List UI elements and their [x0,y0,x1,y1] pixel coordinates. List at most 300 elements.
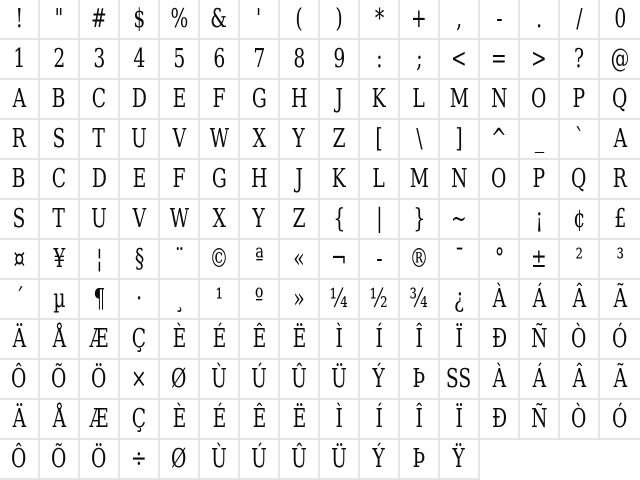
glyph-cell[interactable] [200,360,240,400]
glyph-cell[interactable] [280,0,320,40]
glyph-cell[interactable] [360,200,400,240]
glyph-cell[interactable] [560,0,600,40]
glyph-cell[interactable] [400,40,440,80]
glyph-cell[interactable] [520,320,560,360]
glyph-cell[interactable] [0,40,40,80]
glyph-cell[interactable] [320,320,360,360]
glyph: A [12,84,26,114]
glyph: Ç [131,324,147,354]
glyph-cell[interactable] [0,200,40,240]
glyph-cell[interactable] [360,0,400,40]
glyph-cell[interactable] [200,40,240,80]
glyph-cell[interactable] [40,160,80,200]
glyph: < [451,44,467,74]
glyph: Þ [412,444,426,474]
glyph-cell[interactable] [280,400,320,440]
glyph: G [251,84,267,114]
glyph: P [532,164,546,194]
glyph-cell[interactable] [0,400,40,440]
glyph: E [132,164,146,194]
glyph-cell[interactable] [120,320,160,360]
glyph-cell[interactable] [360,440,400,480]
glyph: Ÿ [452,444,466,474]
glyph: Í [375,324,383,354]
glyph-cell[interactable] [360,160,400,200]
glyph: £ [614,204,626,234]
glyph-cell[interactable] [280,80,320,120]
glyph: Å [52,324,66,354]
glyph-cell[interactable] [320,200,360,240]
glyph: _ [534,124,544,154]
glyph: Ê [252,404,266,434]
glyph: 9 [333,44,345,74]
glyph-cell[interactable] [520,400,560,440]
glyph-cell[interactable] [160,200,200,240]
glyph-cell[interactable] [320,120,360,160]
glyph-cell[interactable] [360,320,400,360]
glyph-cell[interactable] [560,160,600,200]
glyph: Ì [335,324,343,354]
glyph-cell[interactable] [520,240,560,280]
glyph-cell[interactable] [400,240,440,280]
glyph-cell[interactable] [120,160,160,200]
glyph: Û [291,364,307,394]
glyph: Æ [89,324,109,354]
glyph-cell[interactable] [80,240,120,280]
glyph: L [412,84,426,114]
glyph-cell[interactable] [440,0,480,40]
glyph-cell[interactable] [200,240,240,280]
glyph-cell[interactable] [80,400,120,440]
glyph-cell[interactable] [560,120,600,160]
glyph: Ý [372,364,386,394]
glyph-cell[interactable] [200,120,240,160]
glyph-cell[interactable] [200,400,240,440]
glyph-cell[interactable] [40,440,80,480]
glyph-cell[interactable] [480,320,520,360]
glyph: ! [15,4,23,34]
glyph-cell[interactable] [280,280,320,320]
glyph: Ë [292,324,306,354]
glyph-cell[interactable] [40,360,80,400]
glyph: » [293,284,305,314]
glyph: Ñ [530,404,548,434]
glyph: - [495,4,503,34]
glyph: ¢ [573,204,585,234]
glyph: ® [409,244,429,274]
glyph: 3 [93,44,105,74]
glyph-cell[interactable] [80,0,120,40]
glyph-cell[interactable] [320,360,360,400]
glyph: W [169,204,189,234]
glyph: # [91,4,107,34]
glyph-cell[interactable] [440,160,480,200]
glyph: \ [415,124,423,154]
glyph-cell[interactable] [160,240,200,280]
glyph-cell[interactable] [200,160,240,200]
glyph-cell[interactable] [120,360,160,400]
glyph: ¤ [13,244,25,274]
glyph-cell[interactable] [200,280,240,320]
glyph-cell[interactable] [560,40,600,80]
glyph: ¶ [93,284,105,314]
glyph-cell[interactable] [280,320,320,360]
glyph: ? [573,44,585,74]
glyph: ¬ [331,244,347,274]
glyph: ´ [14,284,24,314]
glyph-cell[interactable] [560,200,600,240]
glyph-cell[interactable] [360,40,400,80]
glyph: B [52,84,66,114]
glyph: U [91,204,107,234]
glyph: % [170,4,188,34]
glyph-cell[interactable] [40,40,80,80]
glyph: © [209,244,229,274]
glyph-cell[interactable] [240,80,280,120]
glyph-cell[interactable] [400,80,440,120]
glyph-cell[interactable] [480,160,520,200]
glyph-cell[interactable] [400,440,440,480]
glyph-cell[interactable] [400,360,440,400]
glyph: Þ [412,364,426,394]
glyph: § [134,244,144,274]
glyph-cell[interactable] [600,400,640,440]
glyph-cell[interactable] [200,80,240,120]
glyph: ~ [451,204,467,234]
glyph-cell[interactable] [80,80,120,120]
glyph-cell[interactable] [480,280,520,320]
glyph: ¾ [409,284,429,314]
glyph-cell[interactable] [120,240,160,280]
glyph-cell[interactable] [360,360,400,400]
glyph: M [449,84,469,114]
glyph-cell[interactable] [120,80,160,120]
glyph-cell[interactable] [0,360,40,400]
glyph-cell[interactable] [600,160,640,200]
glyph-cell[interactable] [400,400,440,440]
glyph: ( [295,4,303,34]
glyph-cell[interactable] [480,360,520,400]
glyph: T [92,124,106,154]
glyph: Ñ [530,324,548,354]
glyph: ' [256,4,262,34]
glyph: Ì [335,404,343,434]
glyph-cell[interactable] [200,440,240,480]
glyph-cell[interactable] [280,200,320,240]
glyph: Ã [613,284,627,314]
glyph: Î [415,324,423,354]
glyph: N [490,84,508,114]
glyph: S [52,124,66,154]
glyph-cell[interactable] [280,40,320,80]
glyph-cell[interactable] [80,200,120,240]
glyph-cell[interactable] [0,80,40,120]
glyph: × [131,364,147,394]
glyph-cell[interactable] [160,0,200,40]
glyph: À [492,364,506,394]
glyph-cell[interactable] [440,280,480,320]
glyph: Á [532,364,546,394]
glyph-cell[interactable] [280,240,320,280]
glyph-cell[interactable] [0,120,40,160]
glyph-cell[interactable] [560,400,600,440]
glyph-cell[interactable] [320,80,360,120]
glyph-cell[interactable] [600,200,640,240]
glyph-cell[interactable] [440,440,480,480]
glyph-cell[interactable] [240,320,280,360]
glyph: Z [292,204,306,234]
glyph-cell[interactable] [280,160,320,200]
glyph: ^ [491,124,507,154]
glyph-cell[interactable] [160,440,200,480]
glyph-cell[interactable] [200,0,240,40]
glyph: Ý [372,444,386,474]
glyph-cell[interactable] [600,360,640,400]
glyph: · [136,284,142,314]
glyph-cell[interactable] [240,160,280,200]
glyph: ¹ [215,284,223,314]
glyph: ¿ [453,284,465,314]
glyph-cell[interactable] [440,40,480,80]
glyph-cell[interactable] [160,400,200,440]
glyph-cell[interactable] [320,280,360,320]
glyph: C [91,84,107,114]
glyph: A [613,124,627,154]
glyph-cell[interactable] [360,280,400,320]
glyph: Â [572,284,586,314]
glyph-cell[interactable] [200,200,240,240]
glyph: ¥ [53,244,65,274]
glyph: > [531,44,547,74]
glyph-cell[interactable] [40,280,80,320]
glyph-cell[interactable] [240,400,280,440]
glyph: R [612,164,628,194]
glyph-cell[interactable] [320,240,360,280]
glyph-cell[interactable] [400,200,440,240]
glyph-cell[interactable] [560,320,600,360]
glyph-cell[interactable] [160,280,200,320]
glyph-cell[interactable] [120,40,160,80]
glyph-cell[interactable] [80,360,120,400]
glyph-cell[interactable] [560,80,600,120]
glyph-cell[interactable] [440,200,480,240]
glyph-cell[interactable] [80,40,120,80]
glyph-cell[interactable] [240,240,280,280]
glyph-cell[interactable] [600,320,640,360]
glyph: G [211,164,227,194]
glyph: Ï [455,404,463,434]
glyph-cell[interactable] [600,0,640,40]
glyph-cell[interactable] [240,0,280,40]
glyph-cell[interactable] [160,120,200,160]
glyph: Ó [612,324,628,354]
glyph-cell[interactable] [360,400,400,440]
glyph: ¡ [535,204,543,234]
glyph-cell[interactable] [400,280,440,320]
glyph-cell[interactable] [440,80,480,120]
glyph: Î [415,404,423,434]
glyph: Ø [171,444,187,474]
glyph: Ï [455,324,463,354]
glyph: | [375,204,383,234]
glyph-cell[interactable] [120,400,160,440]
glyph-cell[interactable] [400,160,440,200]
glyph-cell[interactable] [200,320,240,360]
glyph-cell[interactable] [480,120,520,160]
glyph: F [212,84,226,114]
glyph-cell[interactable] [0,440,40,480]
glyph-cell[interactable] [560,240,600,280]
glyph-cell[interactable] [240,440,280,480]
glyph-cell[interactable] [240,120,280,160]
glyph-cell[interactable] [120,440,160,480]
glyph-cell[interactable] [480,240,520,280]
glyph-cell[interactable] [120,200,160,240]
glyph-cell[interactable] [600,80,640,120]
glyph-cell[interactable] [520,120,560,160]
glyph-cell[interactable] [520,160,560,200]
glyph: D [131,84,147,114]
glyph: Á [532,284,546,314]
glyph: Y [292,124,306,154]
glyph-cell[interactable] [0,240,40,280]
glyph-cell[interactable] [520,200,560,240]
glyph: 6 [213,44,225,74]
glyph: , [456,4,462,34]
glyph-cell[interactable] [520,360,560,400]
glyph-cell[interactable] [0,160,40,200]
glyph: « [293,244,305,274]
glyph-cell[interactable] [40,240,80,280]
glyph-cell[interactable] [240,360,280,400]
glyph: É [212,404,226,434]
glyph-cell[interactable] [400,0,440,40]
glyph-cell[interactable] [480,40,520,80]
glyph: F [172,164,186,194]
glyph-cell[interactable] [440,320,480,360]
glyph-cell[interactable] [0,280,40,320]
glyph-cell[interactable] [40,80,80,120]
glyph: Ü [331,444,347,474]
glyph-cell[interactable] [360,120,400,160]
glyph-cell[interactable] [560,360,600,400]
glyph-cell[interactable] [520,0,560,40]
glyph-cell[interactable] [240,280,280,320]
glyph: L [372,164,386,194]
glyph: Û [291,444,307,474]
glyph-cell[interactable] [80,320,120,360]
glyph-cell[interactable] [240,200,280,240]
glyph-cell[interactable] [280,440,320,480]
glyph: T [52,204,66,234]
glyph-cell[interactable] [40,0,80,40]
glyph-cell[interactable] [320,160,360,200]
glyph-cell[interactable] [520,280,560,320]
glyph-cell[interactable] [80,440,120,480]
glyph: Ò [571,404,587,434]
glyph-cell[interactable] [480,0,520,40]
glyph-cell[interactable] [80,160,120,200]
glyph: V [132,204,146,234]
glyph: . [536,4,542,34]
glyph-cell[interactable] [160,40,200,80]
glyph-cell[interactable] [280,120,320,160]
glyph-cell[interactable] [120,0,160,40]
glyph-cell[interactable] [520,80,560,120]
glyph: ÷ [131,444,147,474]
glyph-cell[interactable] [440,240,480,280]
glyph-cell[interactable] [280,360,320,400]
glyph: Ù [211,444,227,474]
glyph-cell[interactable] [80,280,120,320]
glyph: Ã [613,364,627,394]
glyph-cell[interactable] [600,120,640,160]
glyph: µ [52,284,66,314]
glyph: Ú [251,444,267,474]
glyph-cell[interactable] [40,120,80,160]
glyph-cell[interactable] [440,400,480,440]
glyph: J [295,164,303,194]
glyph: SS [446,364,472,394]
glyph-cell[interactable] [120,280,160,320]
glyph-cell[interactable] [480,200,520,240]
glyph-cell[interactable] [600,280,640,320]
glyph-cell[interactable] [480,80,520,120]
glyph: Y [252,204,266,234]
glyph-cell[interactable] [40,200,80,240]
glyph-cell[interactable] [40,400,80,440]
glyph-cell[interactable] [80,120,120,160]
glyph-cell[interactable] [560,280,600,320]
glyph-cell[interactable] [160,360,200,400]
glyph-cell[interactable] [360,80,400,120]
glyph: Q [571,164,587,194]
glyph-cell[interactable] [320,40,360,80]
glyph-cell[interactable] [400,320,440,360]
glyph: U [131,124,147,154]
glyph: P [572,84,586,114]
glyph-cell[interactable] [0,0,40,40]
glyph-cell[interactable] [520,40,560,80]
glyph-cell[interactable] [600,240,640,280]
glyph-cell[interactable] [400,120,440,160]
glyph-cell[interactable] [320,400,360,440]
glyph: $ [133,4,145,34]
glyph: * [374,4,384,34]
glyph-cell[interactable] [480,400,520,440]
glyph: Õ [51,444,67,474]
glyph: M [409,164,429,194]
glyph-cell[interactable] [160,320,200,360]
glyph-cell[interactable] [40,320,80,360]
glyph-cell[interactable] [320,440,360,480]
glyph: X [252,124,266,154]
glyph: Ö [91,444,107,474]
glyph: @ [610,44,630,74]
glyph-cell[interactable] [160,80,200,120]
glyph-cell[interactable] [0,320,40,360]
glyph-cell[interactable] [600,40,640,80]
glyph: H [290,84,308,114]
glyph [496,206,502,232]
glyph-cell[interactable] [160,160,200,200]
glyph-cell[interactable] [320,0,360,40]
glyph-cell[interactable] [440,120,480,160]
glyph-cell[interactable] [240,40,280,80]
glyph-cell[interactable] [360,240,400,280]
glyph-cell[interactable] [120,120,160,160]
glyph-cell[interactable] [440,360,480,400]
